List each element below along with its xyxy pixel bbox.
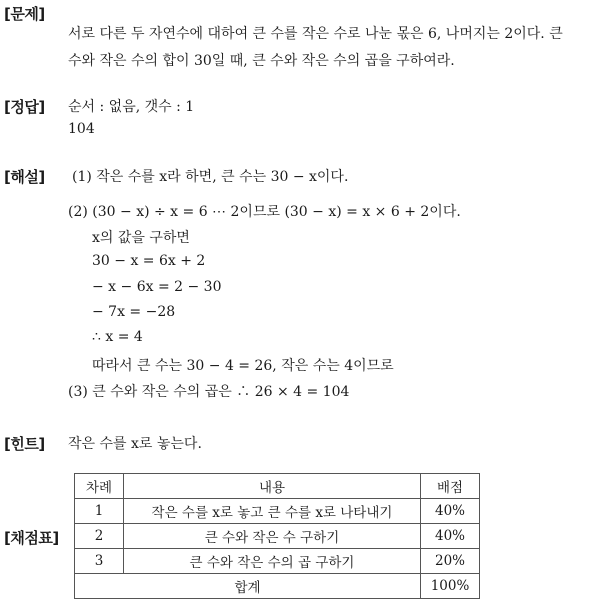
row-content: 작은 수를 x로 놓고 큰 수를 x로 나타내기 — [124, 499, 421, 524]
solution-line: ∴ x = 4 — [92, 329, 143, 345]
row-order: 3 — [75, 549, 124, 574]
hint-text: 작은 수를 x로 놓는다. — [68, 436, 202, 452]
row-content: 큰 수와 작은 수의 곱 구하기 — [124, 549, 421, 574]
table-row — [75, 549, 480, 574]
total-score: 100% — [421, 574, 480, 599]
solution-line: 30 − x = 6x + 2 — [92, 253, 206, 269]
hint-label: [힌트] — [4, 435, 45, 453]
header-order: 차례 — [75, 474, 124, 499]
answer-label: [정답] — [4, 98, 45, 116]
scoring-label: [채점표] — [4, 529, 59, 547]
total-label: 합계 — [75, 574, 421, 599]
problem-text-line-1: 서로 다른 두 자연수에 대하여 큰 수를 작은 수로 나눈 몫은 6, 나머지는 2이다. 큰 — [68, 26, 563, 42]
solution-line: x의 값을 구하면 — [92, 230, 190, 246]
solution-line: (2) (30 − x) ÷ x = 6 ⋯ 2이므로 (30 − x) = x × 6 + 2이다. — [68, 204, 461, 220]
problem-label: [문제] — [4, 5, 45, 23]
row-score: 20% — [421, 549, 480, 574]
scoring-table — [74, 473, 480, 599]
row-order: 2 — [75, 524, 124, 549]
problem-text-line-2: 수와 작은 수의 합이 30일 때, 큰 수와 작은 수의 곱을 구하여라. — [68, 53, 455, 69]
row-order: 1 — [75, 499, 124, 524]
table-row — [75, 499, 480, 524]
scoring-total-row — [75, 574, 480, 599]
answer-value: 104 — [68, 121, 95, 137]
table-row — [75, 524, 480, 549]
solution-line: 따라서 큰 수는 30 − 4 = 26, 작은 수는 4이므로 — [92, 358, 394, 374]
header-score: 배점 — [421, 474, 480, 499]
row-content: 큰 수와 작은 수 구하기 — [124, 524, 421, 549]
solution-line: − 7x = −28 — [92, 304, 176, 320]
solution-line: (1) 작은 수를 x라 하면, 큰 수는 30 − x이다. — [72, 169, 349, 185]
solution-line: − x − 6x = 2 − 30 — [92, 279, 222, 295]
row-score: 40% — [421, 499, 480, 524]
scoring-header-row — [75, 474, 480, 499]
row-score: 40% — [421, 524, 480, 549]
answer-order-count: 순서 : 없음, 갯수 : 1 — [68, 99, 195, 115]
solution-label: [해설] — [4, 168, 45, 186]
solution-line: (3) 큰 수와 작은 수의 곱은 ∴ 26 × 4 = 104 — [68, 384, 350, 400]
header-content: 내용 — [124, 474, 421, 499]
